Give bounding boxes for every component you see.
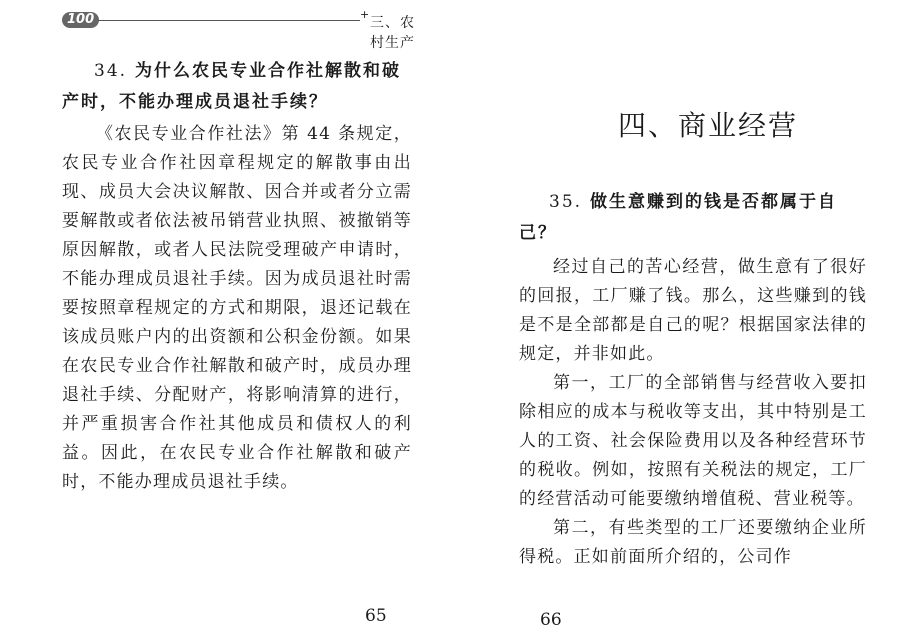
- right-body: [519, 253, 867, 572]
- question-34-number: 34.: [94, 61, 128, 81]
- question-35-title: [519, 187, 867, 249]
- page-number-right: 66: [540, 610, 562, 630]
- header-section-title: 三、农村生产: [370, 15, 415, 51]
- right-page: [462, 0, 924, 640]
- header-page-badge: 100: [62, 12, 99, 28]
- header-rule: [98, 20, 360, 21]
- paragraph: 经过自己的苦心经营，做生意有了很好的回报，工厂赚了钱。那么，这些赚到的钱是不是全部都是自己的呢？根据国家法律的规定，并非如此。: [519, 257, 867, 364]
- question-34-text: 为什么农民专业合作社解散和破产时，不能办理成员退社手续？: [62, 61, 401, 112]
- question-35-text: 做生意赚到的钱是否都属于自己？: [519, 192, 837, 243]
- paragraph: 第二，有些类型的工厂还要缴纳企业所得税。正如前面所介绍的，公司作: [519, 518, 867, 567]
- running-header: [62, 8, 422, 51]
- header-plus-mark: +: [360, 8, 370, 21]
- question-35-number: 35.: [549, 192, 583, 212]
- page-number-left: 65: [365, 606, 387, 626]
- paragraph: 《农民专业合作社法》第 44 条规定，农民专业合作社因章程规定的解散事由出现、成员大会决议解散、因合并或者分立需要解散或者依法被吊销营业执照、被撤销等原因解散，或者人民法院受理破产申请时，不能办理成员退社手续。因为成员退社时需要按照章程规定的方式和期限，退还记载在该成员账户内的出资额和公积金份额。如果在农民专业合作社解散和破产时，成员办理退社手续、分配财产，将影响清算的进行，并严重损害合作社其他成员和债权人的利益。因此，在农民专业合作社解散和破产时，不能办理成员退社手续。: [62, 124, 412, 492]
- chapter-title: 四、商业经营: [618, 109, 799, 142]
- paragraph: 第一，工厂的全部销售与经营收入要扣除相应的成本与税收等支出，其中特别是工人的工资、社会保险费用以及各种经营环节的税收。例如，按照有关税法的规定，工厂的经营活动可能要缴纳增值税、营业税等。: [519, 373, 867, 509]
- left-body: [62, 120, 412, 497]
- question-34-title: [62, 56, 412, 118]
